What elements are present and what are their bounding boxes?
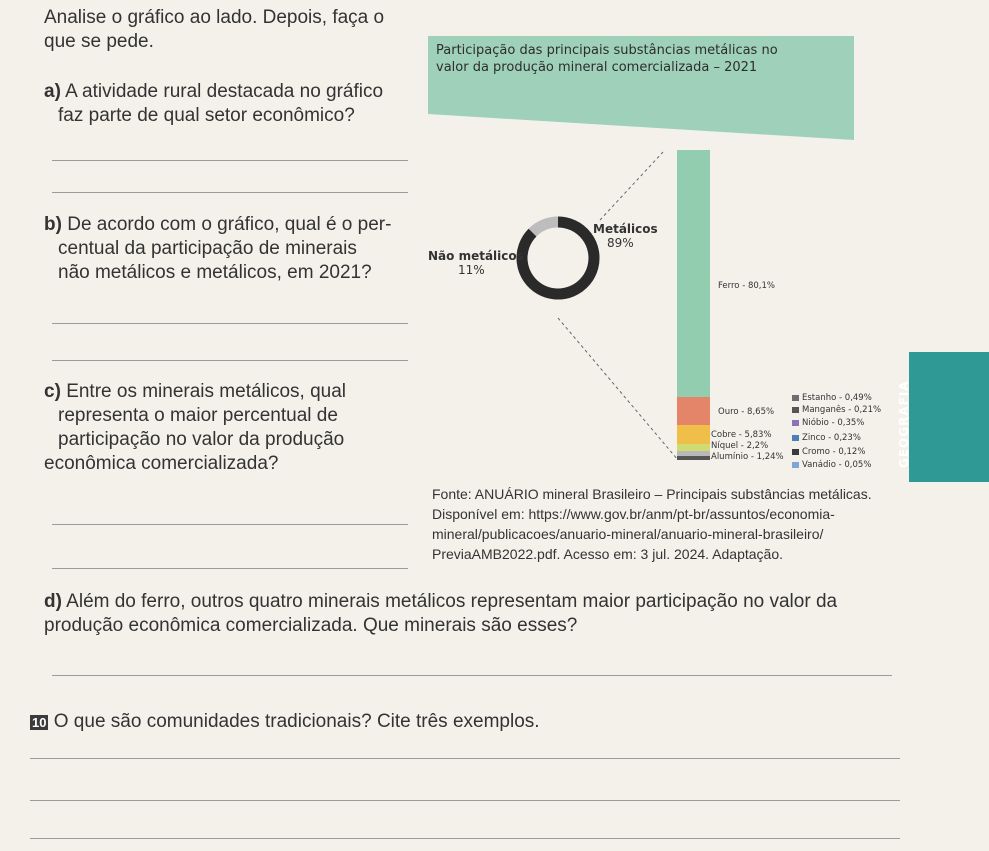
bar-label-ferro: Ferro - 80,1% bbox=[718, 281, 775, 291]
question-b-letter: b) bbox=[44, 214, 62, 235]
legend-item-zinco: Zinco - 0,23% bbox=[792, 433, 861, 443]
legend-swatch bbox=[792, 407, 799, 413]
legend-item-manganes: Manganês - 0,21% bbox=[792, 405, 881, 415]
question-d-letter: d) bbox=[44, 591, 62, 612]
connector-line bbox=[600, 152, 663, 220]
chart-title: Participação das principais substâncias metálicas no valor da produção mineral comercializada – 2021 bbox=[436, 43, 778, 75]
donut-metalicos-label: Metálicos 89% bbox=[593, 222, 658, 250]
bar-label-cobre: Cobre - 5,83% bbox=[711, 430, 772, 440]
answer-line bbox=[52, 192, 408, 193]
bar-segment-niquel bbox=[677, 444, 710, 451]
answer-line bbox=[52, 160, 408, 161]
answer-line bbox=[30, 758, 900, 759]
legend-swatch bbox=[792, 395, 799, 401]
bar-segment-ouro bbox=[677, 397, 710, 425]
question-10: 10 O que são comunidades tradicionais? Cite três exemplos. bbox=[32, 711, 540, 732]
donut-nao-metalicos-label: Não metálicos 11% bbox=[428, 249, 524, 277]
answer-line bbox=[52, 323, 408, 324]
answer-line bbox=[52, 360, 408, 361]
answer-line bbox=[52, 524, 408, 525]
chart-source: Fonte: ANUÁRIO mineral Brasileiro – Principais substâncias metálicas. Disponível em: https://www.gov.br/anm/pt-br/assuntos/economia- mineral/publicacoes/anuario-mineral/anuario-mineral-brasileiro/ PreviaAMB2022.pdf. Acesso em: 3 jul. 2024. Adaptação. bbox=[432, 486, 872, 562]
answer-line bbox=[52, 675, 892, 676]
legend-item-vanadio: Vanádio - 0,05% bbox=[792, 460, 871, 470]
legend-swatch bbox=[792, 420, 799, 426]
question-b: b) De acordo com o gráfico, qual é o per- centual da participação de minerais não metálicos e metálicos, em 2021? bbox=[44, 214, 392, 283]
answer-line bbox=[30, 838, 900, 839]
side-tab-label: GEOGRAFIA bbox=[897, 380, 911, 468]
bar-segment-ferro bbox=[677, 150, 710, 397]
bar-segment-others bbox=[677, 456, 710, 460]
legend-item-cromo: Cromo - 0,12% bbox=[792, 447, 865, 457]
legend-item-niobio: Nióbio - 0,35% bbox=[792, 418, 864, 428]
question-a-text: A atividade rural destacada no gráfico bbox=[65, 81, 384, 102]
bar-label-niquel: Níquel - 2,2% bbox=[711, 441, 769, 451]
question-a: a) A atividade rural destacada no gráfico faz parte de qual setor econômico? bbox=[44, 81, 384, 126]
question-a-letter: a) bbox=[44, 81, 61, 102]
bar-segment-cobre bbox=[677, 425, 710, 444]
legend-item-estanho: Estanho - 0,49% bbox=[792, 393, 872, 403]
question-d: d) Além do ferro, outros quatro minerais metálicos representam maior participação no valor da produção econômica comercializada. Que minerais são esses? bbox=[44, 591, 838, 636]
side-tab bbox=[909, 352, 989, 482]
question-c: c) Entre os minerais metálicos, qual representa o maior percentual de participação no valor da produção econômica comercializada? bbox=[44, 381, 347, 474]
legend-swatch bbox=[792, 449, 799, 455]
bar-label-aluminio: Alumínio - 1,24% bbox=[711, 452, 784, 462]
question-number-badge: 10 bbox=[32, 715, 47, 730]
question-c-letter: c) bbox=[44, 381, 61, 402]
bar-label-ouro: Ouro - 8,65% bbox=[718, 407, 775, 417]
intro-text: Analise o gráfico ao lado. Depois, faça o que se pede. bbox=[44, 7, 385, 52]
answer-line bbox=[52, 568, 408, 569]
answer-line bbox=[30, 800, 900, 801]
legend-swatch bbox=[792, 435, 799, 441]
connector-line bbox=[558, 318, 678, 460]
legend-swatch bbox=[792, 462, 799, 468]
